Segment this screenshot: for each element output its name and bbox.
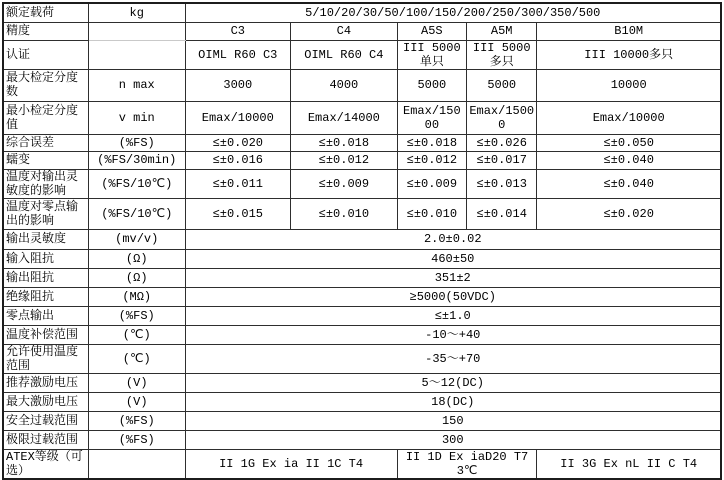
- row-label: 温度对零点输出的影响: [3, 198, 88, 229]
- unit-cell: (℃): [88, 344, 185, 373]
- value-cell: ≤±0.020: [185, 134, 291, 151]
- unit-cell: kg: [88, 3, 185, 22]
- unit-cell: (Ω): [88, 268, 185, 287]
- value-cell: 3000: [185, 69, 291, 101]
- table-row-max-excitation: [3, 392, 721, 411]
- row-label: 绝缘阻抗: [3, 287, 88, 306]
- row-label: 综合误差: [3, 134, 88, 151]
- row-label: 温度对输出灵敏度的影响: [3, 169, 88, 198]
- value-cell: 10000: [537, 69, 721, 101]
- table-row-n-max: [3, 69, 721, 101]
- unit-cell: (V): [88, 392, 185, 411]
- table-row-input-impedance: [3, 249, 721, 268]
- unit-cell: (%FS): [88, 306, 185, 325]
- value-cell: -35～+70: [185, 344, 721, 373]
- value-cell: ≥5000(50VDC): [185, 287, 721, 306]
- table-row-safe-overload: [3, 411, 721, 430]
- row-label: 零点输出: [3, 306, 88, 325]
- row-label: 蠕变: [3, 151, 88, 169]
- unit-cell: (%FS): [88, 411, 185, 430]
- value-cell: 5000: [467, 69, 537, 101]
- unit-cell: [88, 40, 185, 69]
- row-label: 安全过载范围: [3, 411, 88, 430]
- table-row-temp-compensation-range: [3, 325, 721, 344]
- value-cell: Emax/15000: [467, 101, 537, 134]
- value-cell: OIML R60 C4: [291, 40, 398, 69]
- row-label: 最大激励电压: [3, 392, 88, 411]
- load-cell-spec-table: [2, 2, 722, 480]
- value-cell: III 5000多只: [467, 40, 537, 69]
- row-label: 输出灵敏度: [3, 229, 88, 249]
- table-row-v-min: [3, 101, 721, 134]
- value-cell: ≤±0.010: [397, 198, 466, 229]
- value-cell: ≤±0.015: [185, 198, 291, 229]
- value-cell: ≤±0.018: [397, 134, 466, 151]
- value-cell: ≤±0.040: [537, 151, 721, 169]
- unit-cell: (%FS/10℃): [88, 198, 185, 229]
- value-cell: Emax/14000: [291, 101, 398, 134]
- unit-cell: [88, 449, 185, 479]
- value-cell: ≤±0.010: [291, 198, 398, 229]
- value-cell: OIML R60 C3: [185, 40, 291, 69]
- value-cell: ≤±0.020: [537, 198, 721, 229]
- value-cell: 4000: [291, 69, 398, 101]
- table-row-insulation-impedance: [3, 287, 721, 306]
- column-header-c4: C4: [291, 22, 398, 40]
- row-label: 允许使用温度范围: [3, 344, 88, 373]
- table-row-temp-effect-zero: [3, 198, 721, 229]
- unit-cell: (%FS): [88, 134, 185, 151]
- value-cell: 300: [185, 430, 721, 449]
- unit-cell: (℃): [88, 325, 185, 344]
- value-cell: II 3G Ex nL II C T4: [537, 449, 721, 479]
- row-label: 输出阻抗: [3, 268, 88, 287]
- table-row-output-impedance: [3, 268, 721, 287]
- value-cell: 18(DC): [185, 392, 721, 411]
- value-cell: 460±50: [185, 249, 721, 268]
- value-cell: ≤±0.026: [467, 134, 537, 151]
- value-cell: ≤±0.011: [185, 169, 291, 198]
- value-cell: III 10000多只: [537, 40, 721, 69]
- value-cell: 5～12(DC): [185, 373, 721, 392]
- table-row-recommended-excitation: [3, 373, 721, 392]
- row-label: 输入阻抗: [3, 249, 88, 268]
- value-cell: 5/10/20/30/50/100/150/200/250/300/350/500: [185, 3, 721, 22]
- unit-cell: (MΩ): [88, 287, 185, 306]
- value-cell: II 1D Ex iaD20 T73℃: [397, 449, 537, 479]
- table-row-combined-error: [3, 134, 721, 151]
- unit-cell: n max: [88, 69, 185, 101]
- column-header-a5m: A5M: [467, 22, 537, 40]
- unit-cell: (mv/v): [88, 229, 185, 249]
- value-cell: ≤±0.014: [467, 198, 537, 229]
- value-cell: ≤±0.009: [397, 169, 466, 198]
- row-label: 推荐激励电压: [3, 373, 88, 392]
- unit-cell: (V): [88, 373, 185, 392]
- row-label: 温度补偿范围: [3, 325, 88, 344]
- value-cell: ≤±0.050: [537, 134, 721, 151]
- row-label: 精度: [3, 22, 88, 40]
- table-row-temp-effect-sensitivity: [3, 169, 721, 198]
- table-row-zero-output: [3, 306, 721, 325]
- value-cell: ≤±0.017: [467, 151, 537, 169]
- value-cell: ≤±0.013: [467, 169, 537, 198]
- value-cell: ≤±0.018: [291, 134, 398, 151]
- value-cell: ≤±0.040: [537, 169, 721, 198]
- value-cell: III 5000单只: [397, 40, 466, 69]
- row-label: 最小检定分度值: [3, 101, 88, 134]
- value-cell: ≤±0.012: [291, 151, 398, 169]
- row-label: 极限过载范围: [3, 430, 88, 449]
- value-cell: Emax/10000: [537, 101, 721, 134]
- unit-cell: (Ω): [88, 249, 185, 268]
- value-cell: 5000: [397, 69, 466, 101]
- table-row-output-sensitivity: [3, 229, 721, 249]
- value-cell: II 1G Ex ia II 1C T4: [185, 449, 397, 479]
- unit-cell: (%FS/10℃): [88, 169, 185, 198]
- value-cell: 150: [185, 411, 721, 430]
- unit-cell: (%FS/30min): [88, 151, 185, 169]
- value-cell: ≤±0.009: [291, 169, 398, 198]
- row-label: 最大检定分度数: [3, 69, 88, 101]
- table-row-ultimate-overload: [3, 430, 721, 449]
- table-row-operating-temp-range: [3, 344, 721, 373]
- value-cell: Emax/15000: [397, 101, 466, 134]
- table-row-atex-rating: [3, 449, 721, 479]
- column-header-a5s: A5S: [397, 22, 466, 40]
- table-row-rated-load: [3, 3, 721, 22]
- column-header-b10m: B10M: [537, 22, 721, 40]
- row-label: 额定载荷: [3, 3, 88, 22]
- table-row-accuracy-class: [3, 22, 721, 40]
- row-label: 认证: [3, 40, 88, 69]
- column-header-c3: C3: [185, 22, 291, 40]
- value-cell: 351±2: [185, 268, 721, 287]
- unit-cell: [88, 22, 185, 40]
- value-cell: 2.0±0.02: [185, 229, 721, 249]
- value-cell: ≤±1.0: [185, 306, 721, 325]
- table-row-creep: [3, 151, 721, 169]
- row-label: ATEX等级（可选）: [3, 449, 88, 479]
- table-row-certification: [3, 40, 721, 69]
- value-cell: ≤±0.012: [397, 151, 466, 169]
- value-cell: -10～+40: [185, 325, 721, 344]
- unit-cell: (%FS): [88, 430, 185, 449]
- value-cell: Emax/10000: [185, 101, 291, 134]
- value-cell: ≤±0.016: [185, 151, 291, 169]
- unit-cell: v min: [88, 101, 185, 134]
